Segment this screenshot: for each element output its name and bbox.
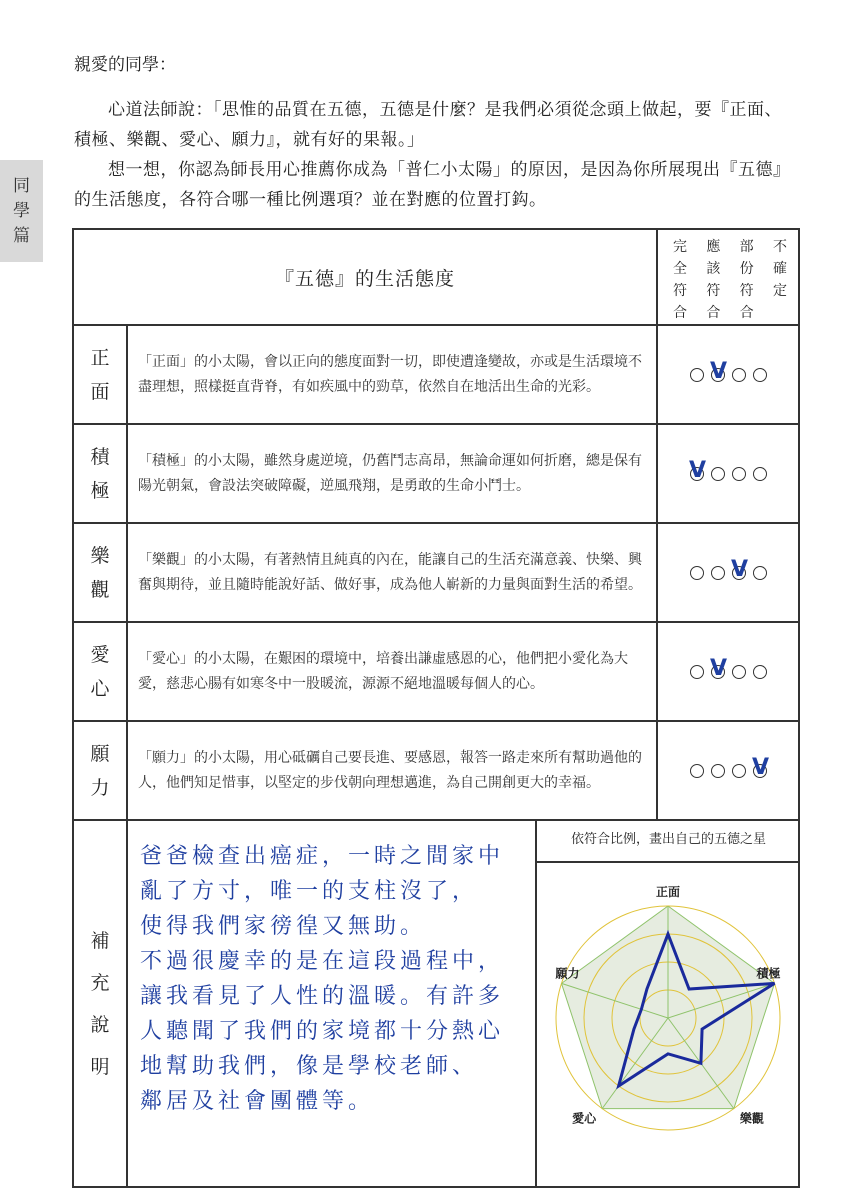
virtue-char: 力 xyxy=(90,776,110,799)
virtue-label xyxy=(73,325,127,424)
five-virtues-star-chart xyxy=(537,863,800,1158)
virtue-char: 積 xyxy=(90,445,110,468)
check-mark-icon: V xyxy=(689,457,707,483)
virtue-description: 「愛心」的小太陽，在艱困的環境中，培養出謙虛感恩的心，他們把小愛化為大愛，慈悲心腸有如寒冬中一股暖流，源源不絕地溫暖每個人的心。 xyxy=(127,622,657,721)
notes-label xyxy=(73,820,127,1187)
option-header-char: 符 xyxy=(673,283,688,299)
virtue-description: 「正面」的小太陽，會以正向的態度面對一切，即使遭逢變故，亦或是生活環境不盡理想，照樣挺直背脊，有如疾風中的勁草，依然自在地活出生命的光彩。 xyxy=(127,325,657,424)
option-header-char: 完 xyxy=(673,239,688,255)
rating-radio[interactable] xyxy=(753,368,767,382)
virtue-char: 正 xyxy=(90,346,110,369)
rating-radio[interactable] xyxy=(690,566,704,580)
virtue-description: 「樂觀」的小太陽，有著熱情且純真的內在，能讓自己的生活充滿意義、快樂、興奮與期待，並且隨時能說好話、做好事，成為他人嶄新的力量與面對生活的希望。 xyxy=(127,523,657,622)
virtue-char: 觀 xyxy=(90,578,110,601)
rating-radio[interactable] xyxy=(732,665,746,679)
virtue-label xyxy=(73,721,127,820)
virtue-label xyxy=(73,523,127,622)
virtue-label xyxy=(73,622,127,721)
virtue-char: 心 xyxy=(90,677,110,700)
option-headers xyxy=(657,229,799,325)
option-header-char: 不 xyxy=(773,239,787,255)
handwritten-line: 人聽聞了我們的家境都十分熱心 xyxy=(140,1019,505,1044)
option-header-should xyxy=(703,236,723,324)
handwritten-line: 鄰居及社會團體等。 xyxy=(140,1089,375,1114)
notes-label-char: 明 xyxy=(90,1055,110,1078)
virtue-label xyxy=(73,424,127,523)
handwritten-line: 地幫助我們，像是學校老師、 xyxy=(140,1054,479,1079)
check-mark-icon: V xyxy=(710,358,728,384)
intro-paragraph: 想一想，你認為師長用心推薦你成為「普仁小太陽」的原因，是因為你所展現出『五德』的生活態度，各符合哪一種比例選項？並在對應的位置打鈎。 xyxy=(74,160,782,210)
handwritten-line: 讓我看見了人性的溫暖。有許多 xyxy=(140,984,505,1009)
option-header-fully xyxy=(670,236,690,324)
rating-radio-checked[interactable] xyxy=(710,358,728,384)
rating-radio[interactable] xyxy=(753,665,767,679)
rating-radio[interactable] xyxy=(711,764,725,778)
virtue-char: 願 xyxy=(90,742,110,765)
section-tab xyxy=(0,160,43,262)
table-row xyxy=(73,622,799,721)
rating-radio[interactable] xyxy=(732,368,746,382)
rating-options xyxy=(657,721,799,820)
handwritten-line: 亂了方寸，唯一的支柱沒了， xyxy=(140,879,479,904)
option-header-char: 定 xyxy=(773,283,787,299)
rating-radio[interactable] xyxy=(690,665,704,679)
rating-options xyxy=(657,424,799,523)
radar-axis-label: 積極 xyxy=(756,966,781,981)
greeting: 親愛的同學： xyxy=(74,55,176,75)
notes-label-char: 充 xyxy=(90,971,110,994)
rating-radio-checked[interactable] xyxy=(710,655,728,681)
option-header-char: 符 xyxy=(739,283,754,299)
option-header-partly xyxy=(737,236,757,324)
handwritten-line: 爸爸檢查出癌症，一時之間家中 xyxy=(140,844,505,869)
option-header-char: 合 xyxy=(673,305,688,321)
rating-radio[interactable] xyxy=(711,566,725,580)
rating-radio[interactable] xyxy=(711,467,725,481)
table-row xyxy=(73,424,799,523)
table-row xyxy=(73,523,799,622)
option-header-char: 應 xyxy=(706,239,721,255)
rating-radio[interactable] xyxy=(732,467,746,481)
section-tab-char: 篇 xyxy=(13,225,30,246)
rating-radio-checked[interactable] xyxy=(731,556,749,582)
rating-options xyxy=(657,523,799,622)
check-mark-icon: V xyxy=(710,655,728,681)
virtue-description: 「願力」的小太陽，用心砥礪自己要長進、要感恩，報答一路走來所有幫助過他的人，他們知足惜事，以堅定的步伐朝向理想邁進，為自己開創更大的幸福。 xyxy=(127,721,657,820)
section-tab-char: 同 xyxy=(13,175,30,196)
rating-radio-checked[interactable] xyxy=(752,754,770,780)
option-header-char: 該 xyxy=(706,261,721,277)
star-caption: 依符合比例，畫出自己的五德之星 xyxy=(537,821,800,863)
radar-axis-label: 願力 xyxy=(555,966,580,981)
option-header-char: 部 xyxy=(739,239,754,255)
check-mark-icon: V xyxy=(731,556,749,582)
option-header-char: 合 xyxy=(706,305,721,321)
notes-label-char: 說 xyxy=(90,1013,110,1036)
table-row xyxy=(73,325,799,424)
option-header-char: 符 xyxy=(706,283,721,299)
table-title: 『五德』的生活態度 xyxy=(73,229,657,325)
handwritten-line: 不過很慶幸的是在這段過程中， xyxy=(140,949,505,974)
rating-radio[interactable] xyxy=(753,467,767,481)
intro-paragraph: 心道法師說：「思惟的品質在五德，五德是什麼？是我們必須從念頭上做起，要『正面、積極、樂觀、愛心、願力』，就有好的果報。」 xyxy=(74,100,782,150)
option-header-char: 全 xyxy=(673,261,688,277)
handwritten-line: 使得我們家徬徨又無助。 xyxy=(140,914,427,939)
radar-axis-label: 樂觀 xyxy=(739,1111,764,1126)
rating-radio[interactable] xyxy=(690,368,704,382)
check-mark-icon: V xyxy=(752,754,770,780)
notes-label-char: 補 xyxy=(90,929,110,952)
section-tab-char: 學 xyxy=(13,200,30,221)
option-header-char: 合 xyxy=(739,305,754,321)
rating-radio[interactable] xyxy=(690,764,704,778)
radar-axis-label: 愛心 xyxy=(572,1111,597,1126)
rating-radio[interactable] xyxy=(732,764,746,778)
handwritten-notes xyxy=(128,821,536,1186)
rating-radio[interactable] xyxy=(753,566,767,580)
virtue-char: 極 xyxy=(90,479,110,502)
intro-text xyxy=(74,95,784,215)
option-header-char: 份 xyxy=(739,261,754,277)
virtue-description: 「積極」的小太陽，雖然身處逆境，仍舊鬥志高昂，無論命運如何折磨，總是保有陽光朝氣，會設法突破障礙，逆風飛翔，是勇敢的生命小鬥士。 xyxy=(127,424,657,523)
option-header-char: 確 xyxy=(773,261,787,277)
star-panel xyxy=(536,821,800,1186)
virtue-char: 樂 xyxy=(90,544,110,567)
virtue-char: 愛 xyxy=(90,643,110,666)
option-header-unsure xyxy=(770,236,790,324)
five-virtues-table xyxy=(72,228,800,1188)
rating-options xyxy=(657,325,799,424)
table-row xyxy=(73,721,799,820)
radar-axis-label: 正面 xyxy=(655,885,681,899)
rating-radio-checked[interactable] xyxy=(689,457,707,483)
rating-options xyxy=(657,622,799,721)
virtue-char: 面 xyxy=(90,380,110,403)
